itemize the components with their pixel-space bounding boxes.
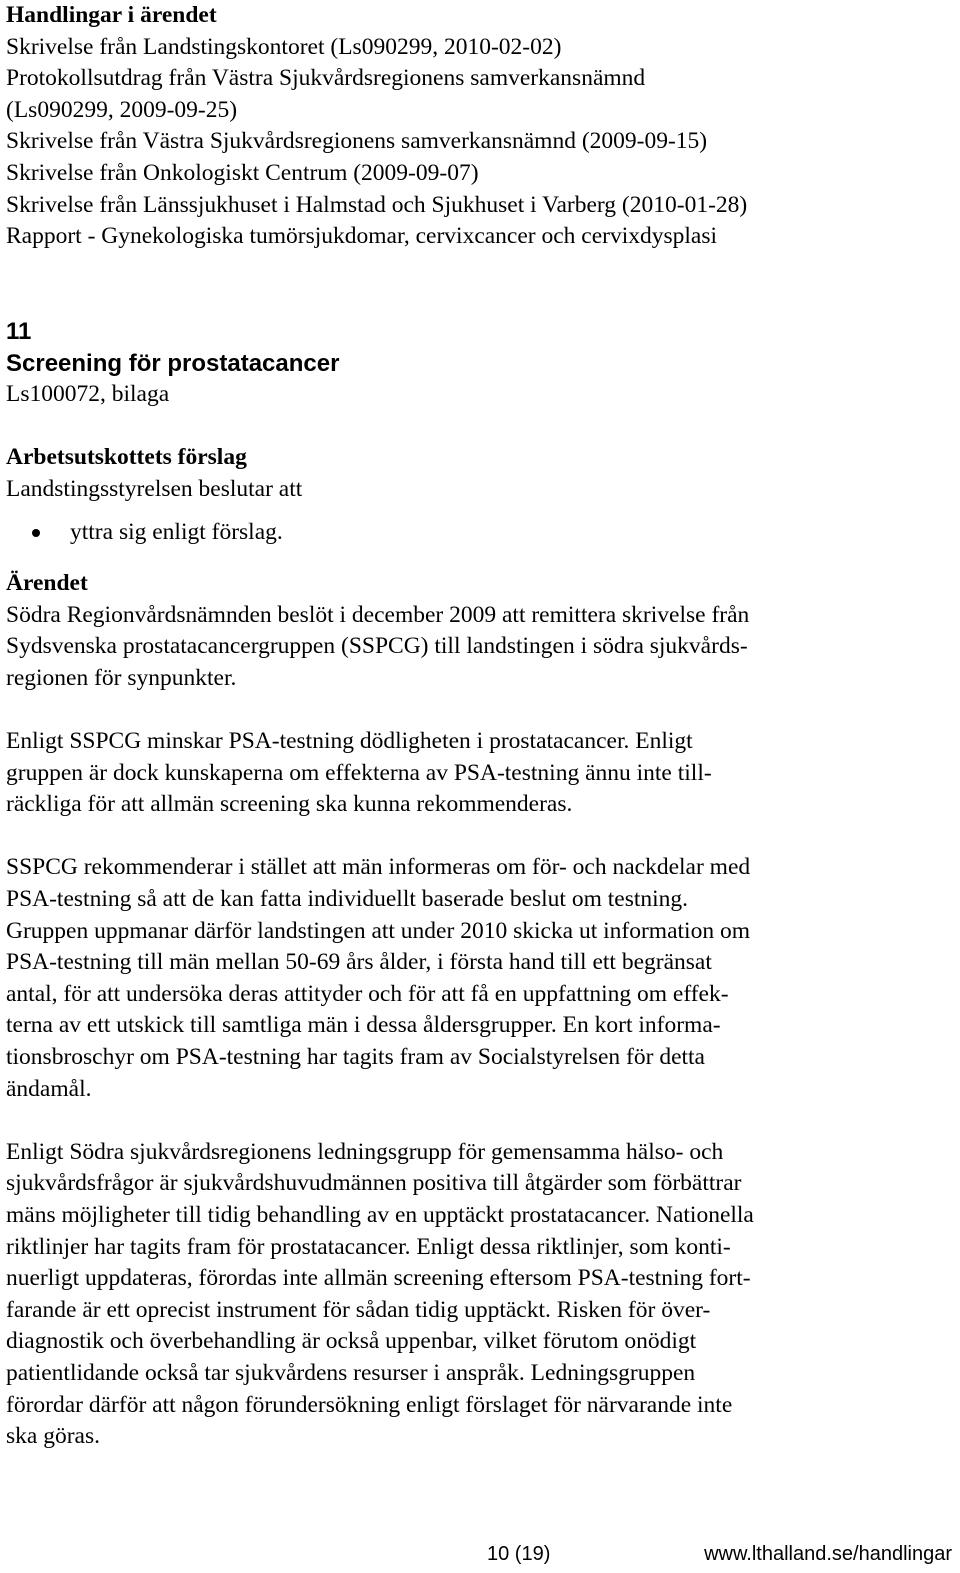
- paragraph-line: Enligt Södra sjukvårdsregionens ledningsgrupp för gemensamma hälso- och: [6, 1138, 724, 1165]
- forslag-bullet-text: yttra sig enligt förslag.: [70, 518, 283, 545]
- paragraph-line: farande är ett oprecist instrument för sådan tidig upptäckt. Risken för över-: [6, 1296, 711, 1323]
- paragraph-line: Sydsvenska prostatacancergruppen (SSPCG) till landstingen i södra sjukvårds-: [6, 633, 748, 660]
- paragraph-line: SSPCG rekommenderar i stället att män informeras om för- och nackdelar med: [6, 854, 751, 881]
- spacer: [6, 411, 954, 443]
- handlingar-item: Skrivelse från Länssjukhuset i Halmstad och Sjukhuset i Varberg (2010-01-28): [6, 191, 748, 218]
- paragraph-line: regionen för synpunkter.: [6, 664, 237, 691]
- paragraph-line: tionsbroschyr om PSA-testning har tagits fram av Socialstyrelsen för detta: [6, 1044, 705, 1070]
- forslag-intro: Landstingsstyrelsen beslutar att: [6, 475, 303, 502]
- paragraph-line: patientlidande också tar sjukvårdens resurser i anspråk. Ledningsgruppen: [6, 1359, 696, 1386]
- spacer: [6, 821, 954, 853]
- spacer: [6, 253, 954, 285]
- item-number: 11: [6, 317, 32, 345]
- paragraph-line: ändamål.: [6, 1075, 92, 1102]
- forslag-bullet: [6, 517, 954, 549]
- paragraph-line: sjukvårdsfrågor är sjukvårdshuvudmännen positiva till åtgärder som förbättrar: [6, 1170, 742, 1197]
- paragraph-line: diagnostik och överbehandling är också uppenbar, vilket förutom onödigt: [6, 1328, 697, 1355]
- arendet-paragraph: [6, 852, 954, 1105]
- footer-url-link[interactable]: www.lthalland.se/handlingar: [704, 1543, 952, 1565]
- handlingar-heading: Handlingar i ärendet: [6, 2, 217, 28]
- paragraph-line: gruppen är dock kunskaperna om effekterna av PSA-testning ännu inte till-: [6, 759, 712, 786]
- paragraph-line: Gruppen uppmanar därför landstingen att under 2010 skicka ut information om: [6, 917, 750, 944]
- paragraph-line: ska göras.: [6, 1423, 100, 1450]
- paragraph-line: Enligt SSPCG minskar PSA-testning dödligheten i prostatacancer. Enligt: [6, 728, 693, 755]
- handlingar-item: (Ls090299, 2009-09-25): [6, 96, 238, 123]
- paragraph-line: riktlinjer har tagits fram för prostatacancer. Enligt dessa riktlinjer, som konti-: [6, 1233, 731, 1260]
- handlingar-item: Rapport - Gynekologiska tumörsjukdomar, cervixcancer och cervixdysplasi: [6, 223, 718, 250]
- item-reference: Ls100072, bilaga: [6, 381, 170, 408]
- paragraph-line: PSA-testning så att de kan fatta individuellt baserade beslut om testning.: [6, 886, 689, 913]
- spacer: [6, 1105, 954, 1137]
- paragraph-line: förordar därför att någon förundersökning enligt förslaget för närvarande inte: [6, 1391, 733, 1418]
- paragraph-line: Södra Regionvårdsnämnden beslöt i december 2009 att remittera skrivelse från: [6, 601, 750, 628]
- handlingar-item: Protokollsutdrag från Västra Sjukvårdsregionens samverkansnämnd: [6, 65, 646, 92]
- arendet-paragraph: [6, 726, 954, 821]
- paragraph-line: antal, för att undersöka deras attityder och för att få en uppfattning om effek-: [6, 980, 729, 1007]
- arendet-paragraph: [6, 1137, 954, 1453]
- spacer: [6, 694, 954, 726]
- forslag-heading: Arbetsutskottets förslag: [6, 444, 247, 471]
- paragraph-line: terna av ett utskick till samtliga män i dessa åldersgrupper. En kort informa-: [6, 1012, 721, 1039]
- paragraph-line: nuerligt uppdateras, förordas inte allmän screening eftersom PSA-testning fort-: [6, 1265, 751, 1292]
- page-number: 10 (19): [487, 1543, 551, 1565]
- bullet-icon: [32, 529, 40, 537]
- handlingar-item: Skrivelse från Onkologiskt Centrum (2009-09-07): [6, 159, 479, 186]
- spacer: [6, 284, 954, 316]
- document-page: [6, 0, 954, 1453]
- handlingar-item: Skrivelse från Landstingskontoret (Ls090299, 2010-02-02): [6, 33, 562, 60]
- paragraph-line: mäns möjligheter till tidig behandling av en upptäckt prostatacancer. Nationella: [6, 1201, 754, 1228]
- paragraph-line: PSA-testning till män mellan 50-69 års ålder, i första hand till ett begränsat: [6, 949, 712, 976]
- item-title: Screening för prostatacancer: [6, 349, 340, 377]
- arendet-paragraph: [6, 600, 954, 695]
- paragraph-line: räckliga för att allmän screening ska kunna rekommenderas.: [6, 791, 573, 818]
- arendet-heading: Ärendet: [6, 570, 88, 597]
- handlingar-item: Skrivelse från Västra Sjukvårdsregionens samverkansnämnd (2009-09-15): [6, 128, 708, 155]
